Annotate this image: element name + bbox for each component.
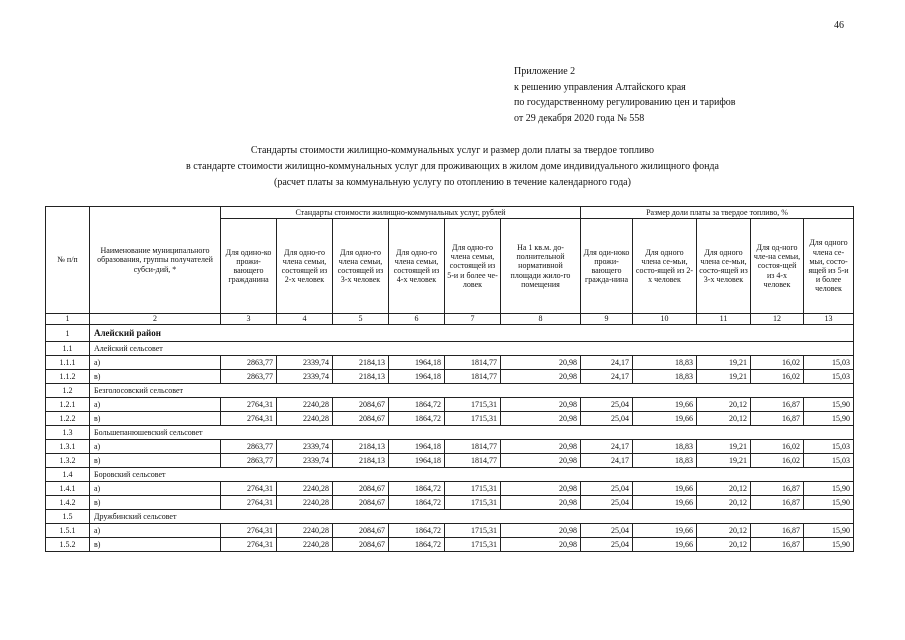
table-row bbox=[46, 440, 854, 454]
header-col-12: Для од-ного чле-на семьи, состоя-щей из 4-х человек bbox=[751, 219, 804, 314]
column-number: 3 bbox=[221, 314, 277, 325]
value-cell: 20,12 bbox=[697, 412, 751, 426]
table-row bbox=[46, 370, 854, 384]
value-cell: 16,87 bbox=[751, 482, 804, 496]
header-col-6: Для одно-го члена семьи, состоящей из 4-х человек bbox=[389, 219, 445, 314]
value-cell: 1964,18 bbox=[389, 370, 445, 384]
value-cell: 16,02 bbox=[751, 440, 804, 454]
value-cell: 25,04 bbox=[581, 524, 633, 538]
value-cell: 1814,77 bbox=[445, 370, 501, 384]
row-number: 1.2.1 bbox=[46, 398, 90, 412]
recipient-group: в) bbox=[90, 538, 221, 552]
value-cell: 15,03 bbox=[804, 356, 854, 370]
value-cell: 2084,67 bbox=[333, 412, 389, 426]
recipient-group: а) bbox=[90, 440, 221, 454]
value-cell: 16,87 bbox=[751, 398, 804, 412]
value-cell: 2240,28 bbox=[277, 496, 333, 510]
value-cell: 19,21 bbox=[697, 370, 751, 384]
value-cell: 2184,13 bbox=[333, 356, 389, 370]
section-row bbox=[46, 510, 854, 524]
value-cell: 15,90 bbox=[804, 496, 854, 510]
value-cell: 2339,74 bbox=[277, 440, 333, 454]
value-cell: 15,90 bbox=[804, 412, 854, 426]
header-col-4: Для одно-го члена семьи, состоящей из 2-х человек bbox=[277, 219, 333, 314]
column-number: 9 bbox=[581, 314, 633, 325]
value-cell: 19,66 bbox=[633, 538, 697, 552]
value-cell: 15,90 bbox=[804, 538, 854, 552]
value-cell: 16,87 bbox=[751, 524, 804, 538]
appendix-line: Приложение 2 bbox=[514, 66, 576, 77]
row-number: 1.3.2 bbox=[46, 454, 90, 468]
value-cell: 20,98 bbox=[501, 496, 581, 510]
document-title bbox=[0, 143, 905, 191]
value-cell: 19,66 bbox=[633, 482, 697, 496]
value-cell: 19,66 bbox=[633, 496, 697, 510]
value-cell: 20,12 bbox=[697, 398, 751, 412]
value-cell: 19,21 bbox=[697, 440, 751, 454]
value-cell: 15,90 bbox=[804, 524, 854, 538]
row-number: 1.5 bbox=[46, 510, 90, 524]
row-number: 1.1.1 bbox=[46, 356, 90, 370]
value-cell: 1814,77 bbox=[445, 440, 501, 454]
value-cell: 2863,77 bbox=[221, 370, 277, 384]
value-cell: 20,98 bbox=[501, 398, 581, 412]
value-cell: 25,04 bbox=[581, 482, 633, 496]
value-cell: 1864,72 bbox=[389, 496, 445, 510]
value-cell: 20,12 bbox=[697, 496, 751, 510]
settlement-name: Дружбинский сельсовет bbox=[90, 510, 854, 524]
header-col-11: Для одного члена се-мьи, состо-ящей из 3-х человек bbox=[697, 219, 751, 314]
column-number: 8 bbox=[501, 314, 581, 325]
value-cell: 15,90 bbox=[804, 482, 854, 496]
standards-table bbox=[45, 206, 854, 552]
value-cell: 2240,28 bbox=[277, 412, 333, 426]
value-cell: 25,04 bbox=[581, 496, 633, 510]
value-cell: 2240,28 bbox=[277, 482, 333, 496]
value-cell: 19,21 bbox=[697, 356, 751, 370]
recipient-group: а) bbox=[90, 524, 221, 538]
value-cell: 1964,18 bbox=[389, 440, 445, 454]
recipient-group: а) bbox=[90, 398, 221, 412]
appendix-note bbox=[514, 64, 736, 126]
value-cell: 2339,74 bbox=[277, 454, 333, 468]
value-cell: 1864,72 bbox=[389, 482, 445, 496]
value-cell: 2084,67 bbox=[333, 524, 389, 538]
table-row bbox=[46, 496, 854, 510]
table-row bbox=[46, 538, 854, 552]
value-cell: 2084,67 bbox=[333, 496, 389, 510]
column-number: 6 bbox=[389, 314, 445, 325]
title-line: (расчет платы за коммунальную услугу по отоплению в течение календарного года) bbox=[274, 177, 631, 188]
value-cell: 1864,72 bbox=[389, 538, 445, 552]
column-number-row bbox=[46, 314, 854, 325]
header-col-9: Для оди-ноко прожи-вающего гражда-нина bbox=[581, 219, 633, 314]
value-cell: 1814,77 bbox=[445, 454, 501, 468]
district-row bbox=[46, 325, 854, 342]
value-cell: 1814,77 bbox=[445, 356, 501, 370]
value-cell: 24,17 bbox=[581, 370, 633, 384]
header-col-7: Для одно-го члена семьи, состоящей из 5-и и более че-ловек bbox=[445, 219, 501, 314]
value-cell: 1715,31 bbox=[445, 524, 501, 538]
row-number: 1.1.2 bbox=[46, 370, 90, 384]
value-cell: 16,02 bbox=[751, 454, 804, 468]
row-number: 1.4.2 bbox=[46, 496, 90, 510]
value-cell: 18,83 bbox=[633, 356, 697, 370]
value-cell: 2764,31 bbox=[221, 412, 277, 426]
value-cell: 1964,18 bbox=[389, 454, 445, 468]
value-cell: 15,03 bbox=[804, 440, 854, 454]
value-cell: 2863,77 bbox=[221, 356, 277, 370]
header-col-no: № п/п bbox=[46, 207, 90, 314]
value-cell: 24,17 bbox=[581, 454, 633, 468]
value-cell: 2084,67 bbox=[333, 538, 389, 552]
value-cell: 20,12 bbox=[697, 524, 751, 538]
row-number: 1.2 bbox=[46, 384, 90, 398]
value-cell: 15,03 bbox=[804, 370, 854, 384]
value-cell: 2339,74 bbox=[277, 370, 333, 384]
settlement-name: Большепанюшевский сельсовет bbox=[90, 426, 854, 440]
value-cell: 20,98 bbox=[501, 440, 581, 454]
column-number: 10 bbox=[633, 314, 697, 325]
value-cell: 20,12 bbox=[697, 538, 751, 552]
value-cell: 16,87 bbox=[751, 538, 804, 552]
value-cell: 18,83 bbox=[633, 454, 697, 468]
value-cell: 20,98 bbox=[501, 370, 581, 384]
value-cell: 24,17 bbox=[581, 440, 633, 454]
value-cell: 20,98 bbox=[501, 454, 581, 468]
header-group-standards: Стандарты стоимости жилищно-коммунальных услуг, рублей bbox=[221, 207, 581, 219]
value-cell: 24,17 bbox=[581, 356, 633, 370]
value-cell: 19,66 bbox=[633, 398, 697, 412]
recipient-group: в) bbox=[90, 454, 221, 468]
section-row bbox=[46, 468, 854, 482]
value-cell: 2764,31 bbox=[221, 496, 277, 510]
column-number: 5 bbox=[333, 314, 389, 325]
value-cell: 18,83 bbox=[633, 370, 697, 384]
value-cell: 20,98 bbox=[501, 482, 581, 496]
row-number: 1.4.1 bbox=[46, 482, 90, 496]
header-group-fuel-share: Размер доли платы за твердое топливо, % bbox=[581, 207, 854, 219]
value-cell: 16,02 bbox=[751, 370, 804, 384]
value-cell: 2084,67 bbox=[333, 398, 389, 412]
title-line: Стандарты стоимости жилищно-коммунальных услуг и размер доли платы за твердое топливо bbox=[250, 145, 655, 156]
district-name: Алейский район bbox=[90, 325, 854, 342]
value-cell: 2240,28 bbox=[277, 538, 333, 552]
value-cell: 2764,31 bbox=[221, 538, 277, 552]
value-cell: 20,98 bbox=[501, 356, 581, 370]
value-cell: 2863,77 bbox=[221, 440, 277, 454]
column-number: 2 bbox=[90, 314, 221, 325]
value-cell: 2764,31 bbox=[221, 482, 277, 496]
row-number: 1.4 bbox=[46, 468, 90, 482]
value-cell: 1964,18 bbox=[389, 356, 445, 370]
row-number: 1.2.2 bbox=[46, 412, 90, 426]
table-row bbox=[46, 398, 854, 412]
header-col-8: На 1 кв.м. до-полнительной нормативной площади жило-го помещения bbox=[501, 219, 581, 314]
value-cell: 2184,13 bbox=[333, 454, 389, 468]
value-cell: 25,04 bbox=[581, 398, 633, 412]
row-number: 1.1 bbox=[46, 342, 90, 356]
district-number: 1 bbox=[46, 325, 90, 342]
recipient-group: в) bbox=[90, 412, 221, 426]
value-cell: 1864,72 bbox=[389, 524, 445, 538]
value-cell: 1715,31 bbox=[445, 496, 501, 510]
header-col-name: Наименование муниципального образования, группы получателей субси-дий, * bbox=[90, 207, 221, 314]
value-cell: 2184,13 bbox=[333, 370, 389, 384]
header-col-3: Для одино-ко прожи-вающего гражданина bbox=[221, 219, 277, 314]
table-row bbox=[46, 482, 854, 496]
value-cell: 2184,13 bbox=[333, 440, 389, 454]
column-number: 7 bbox=[445, 314, 501, 325]
recipient-group: а) bbox=[90, 356, 221, 370]
value-cell: 19,21 bbox=[697, 454, 751, 468]
value-cell: 2084,67 bbox=[333, 482, 389, 496]
title-line: в стандарте стоимости жилищно-коммунальных услуг для проживающих в жилом доме индивидуального жилищного фонда bbox=[186, 161, 719, 172]
header-col-10: Для одного члена се-мьи, состо-ящей из 2-х человек bbox=[633, 219, 697, 314]
row-number: 1.3.1 bbox=[46, 440, 90, 454]
recipient-group: а) bbox=[90, 482, 221, 496]
value-cell: 18,83 bbox=[633, 440, 697, 454]
appendix-line: по государственному регулированию цен и тарифов bbox=[514, 97, 736, 108]
section-row bbox=[46, 426, 854, 440]
appendix-line: от 29 декабря 2020 года № 558 bbox=[514, 112, 645, 124]
section-row bbox=[46, 342, 854, 356]
value-cell: 1864,72 bbox=[389, 398, 445, 412]
settlement-name: Боровский сельсовет bbox=[90, 468, 854, 482]
header-col-13: Для одного члена се-мьи, состо-ящей из 5-и и более человек bbox=[804, 219, 854, 314]
value-cell: 16,87 bbox=[751, 496, 804, 510]
recipient-group: в) bbox=[90, 370, 221, 384]
table-row bbox=[46, 356, 854, 370]
value-cell: 2240,28 bbox=[277, 398, 333, 412]
value-cell: 2764,31 bbox=[221, 524, 277, 538]
appendix-line: к решению управления Алтайского края bbox=[514, 81, 686, 93]
column-number: 1 bbox=[46, 314, 90, 325]
value-cell: 19,66 bbox=[633, 524, 697, 538]
settlement-name: Алейский сельсовет bbox=[90, 342, 854, 356]
table-row bbox=[46, 454, 854, 468]
value-cell: 2764,31 bbox=[221, 398, 277, 412]
value-cell: 1715,31 bbox=[445, 538, 501, 552]
value-cell: 20,98 bbox=[501, 538, 581, 552]
table-row bbox=[46, 524, 854, 538]
value-cell: 2240,28 bbox=[277, 524, 333, 538]
value-cell: 20,12 bbox=[697, 482, 751, 496]
page-number: 46 bbox=[834, 20, 844, 31]
recipient-group: в) bbox=[90, 496, 221, 510]
value-cell: 1715,31 bbox=[445, 482, 501, 496]
value-cell: 15,90 bbox=[804, 398, 854, 412]
value-cell: 25,04 bbox=[581, 538, 633, 552]
section-row bbox=[46, 384, 854, 398]
value-cell: 20,98 bbox=[501, 412, 581, 426]
value-cell: 19,66 bbox=[633, 412, 697, 426]
value-cell: 20,98 bbox=[501, 524, 581, 538]
column-number: 13 bbox=[804, 314, 854, 325]
value-cell: 2863,77 bbox=[221, 454, 277, 468]
value-cell: 1715,31 bbox=[445, 412, 501, 426]
value-cell: 1864,72 bbox=[389, 412, 445, 426]
header-col-5: Для одно-го члена семьи, состоящей из 3-х человек bbox=[333, 219, 389, 314]
column-number: 12 bbox=[751, 314, 804, 325]
column-number: 4 bbox=[277, 314, 333, 325]
column-number: 11 bbox=[697, 314, 751, 325]
value-cell: 25,04 bbox=[581, 412, 633, 426]
row-number: 1.5.2 bbox=[46, 538, 90, 552]
settlement-name: Безголосовский сельсовет bbox=[90, 384, 854, 398]
table-row bbox=[46, 412, 854, 426]
value-cell: 2339,74 bbox=[277, 356, 333, 370]
value-cell: 15,03 bbox=[804, 454, 854, 468]
row-number: 1.3 bbox=[46, 426, 90, 440]
value-cell: 1715,31 bbox=[445, 398, 501, 412]
value-cell: 16,02 bbox=[751, 356, 804, 370]
row-number: 1.5.1 bbox=[46, 524, 90, 538]
value-cell: 16,87 bbox=[751, 412, 804, 426]
